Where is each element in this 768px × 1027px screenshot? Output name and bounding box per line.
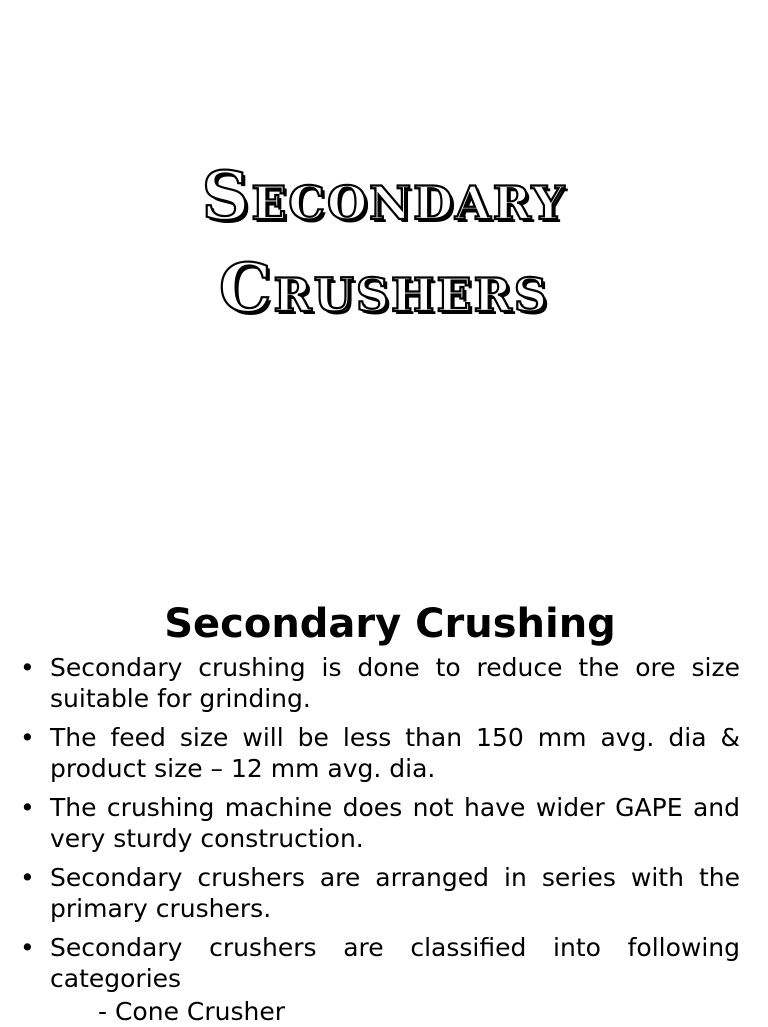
bullet-dot-icon: • [20, 863, 35, 892]
title-line-1: Secondary [201, 157, 567, 235]
bullet-item [20, 792, 740, 854]
bullet-item [20, 932, 740, 994]
content-slide [0, 560, 768, 1024]
bullet-dot-icon: • [20, 793, 35, 822]
bullet-text: Secondary crushers are arranged in series with the primary crushers. [50, 863, 740, 923]
slide-title [0, 150, 768, 334]
bullet-text: The crushing machine does not have wider GAPE and very sturdy construction. [50, 793, 740, 853]
bullet-list [20, 652, 740, 1002]
title-line-2: Crushers [218, 249, 550, 327]
slide-heading: Secondary Crushing [164, 601, 616, 647]
sub-item-cone-crusher: - Cone Crusher [98, 997, 285, 1026]
bullet-dot-icon: • [20, 723, 35, 752]
bullet-text: The feed size will be less than 150 mm avg. dia & product size – 12 mm avg. dia. [50, 723, 740, 783]
bullet-item [20, 652, 740, 714]
bullet-text: Secondary crushers are classified into following categories [50, 933, 740, 993]
bullet-item [20, 862, 740, 924]
bullet-dot-icon: • [20, 653, 35, 682]
bullet-item [20, 722, 740, 784]
bullet-dot-icon: • [20, 933, 35, 962]
bullet-text: Secondary crushing is done to reduce the ore size suitable for grinding. [50, 653, 740, 713]
